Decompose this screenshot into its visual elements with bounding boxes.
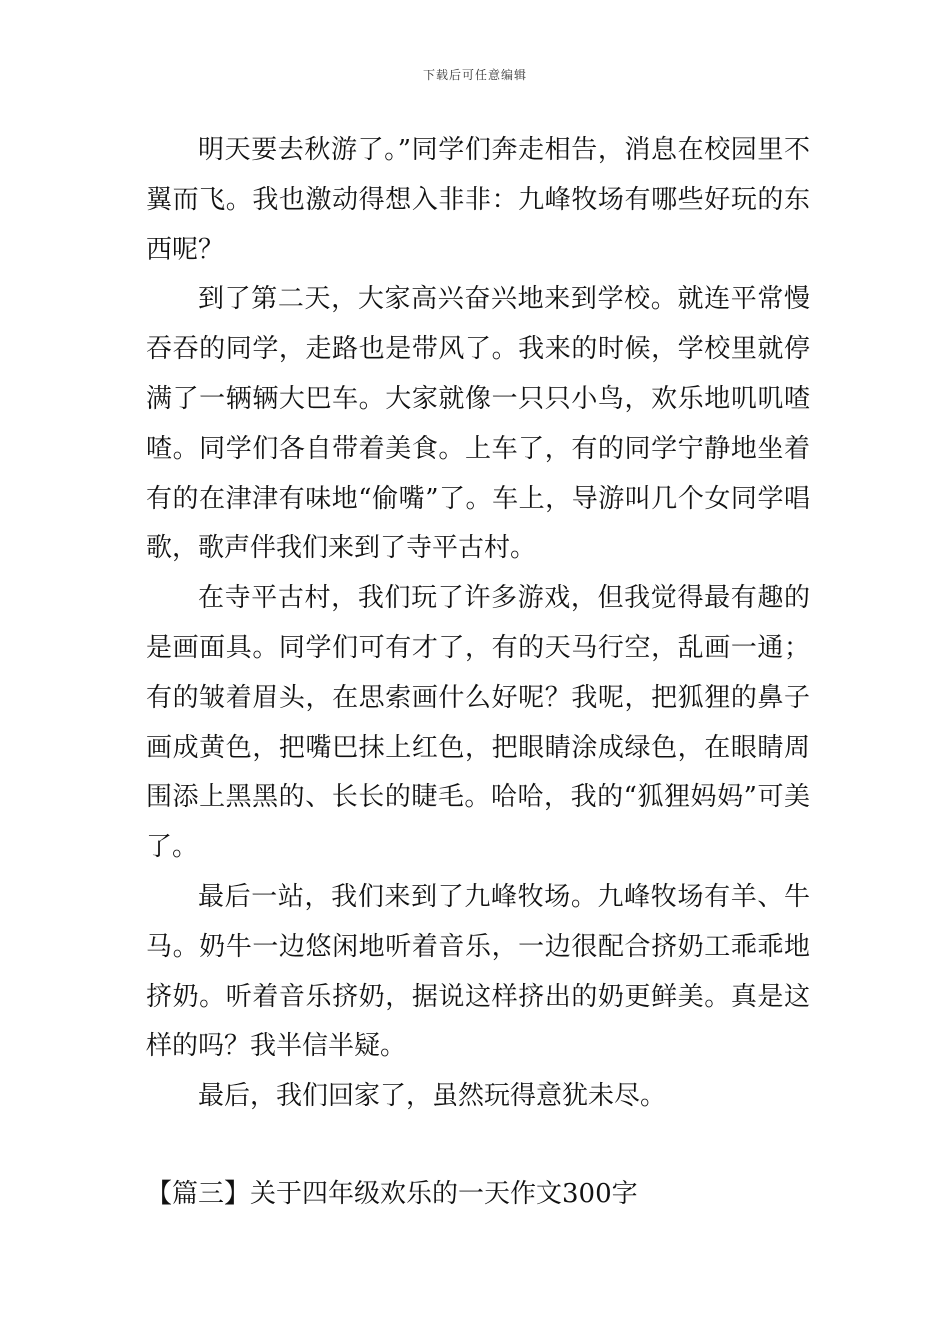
paragraph-3: 在寺平古村，我们玩了许多游戏，但我觉得最有趣的是画面具。同学们可有才了，有的天马行空，乱画一通；有的皱着眉头，在思索画什么好呢？我呢，把狐狸的鼻子画成黄色，把嘴巴抹上红色，把眼睛涂成绿色，在眼睛周围添上黑黑的、长长的睫毛。哈哈，我的“狐狸妈妈”可美了。 bbox=[146, 583, 810, 863]
paragraph-2: 到了第二天，大家高兴奋兴地来到学校。就连平常慢吞吞的同学，走路也是带风了。我来的时候，学校里就停满了一辆辆大巴车。大家就像一只只小鸟，欢乐地叽叽喳喳。同学们各自带着美食。上车了，有的同学宁静地坐着有的在津津有味地“偷嘴”了。车上，导游叫几个女同学唱歌，歌声伴我们来到了寺平古村。 bbox=[146, 284, 810, 564]
paragraph-4: 最后一站，我们来到了九峰牧场。九峰牧场有羊、牛马。奶牛一边悠闲地听着音乐，一边很配合挤奶工乖乖地挤奶。听着音乐挤奶，据说这样挤出的奶更鲜美。真是这样的吗？我半信半疑。 bbox=[146, 881, 810, 1062]
section-heading: 【篇三】关于四年级欢乐的一天作文300字 bbox=[146, 1179, 638, 1209]
page-header: 下载后可任意编辑 bbox=[422, 68, 527, 82]
paragraph-5: 最后，我们回家了，虽然玩得意犹未尽。 bbox=[198, 1081, 667, 1112]
paragraph-1: 明天要去秋游了。”同学们奔走相告，消息在校园里不翼而飞。我也激动得想入非非：九峰牧场有哪些好玩的东西呢？ bbox=[146, 135, 810, 265]
essay-body bbox=[146, 126, 810, 1122]
